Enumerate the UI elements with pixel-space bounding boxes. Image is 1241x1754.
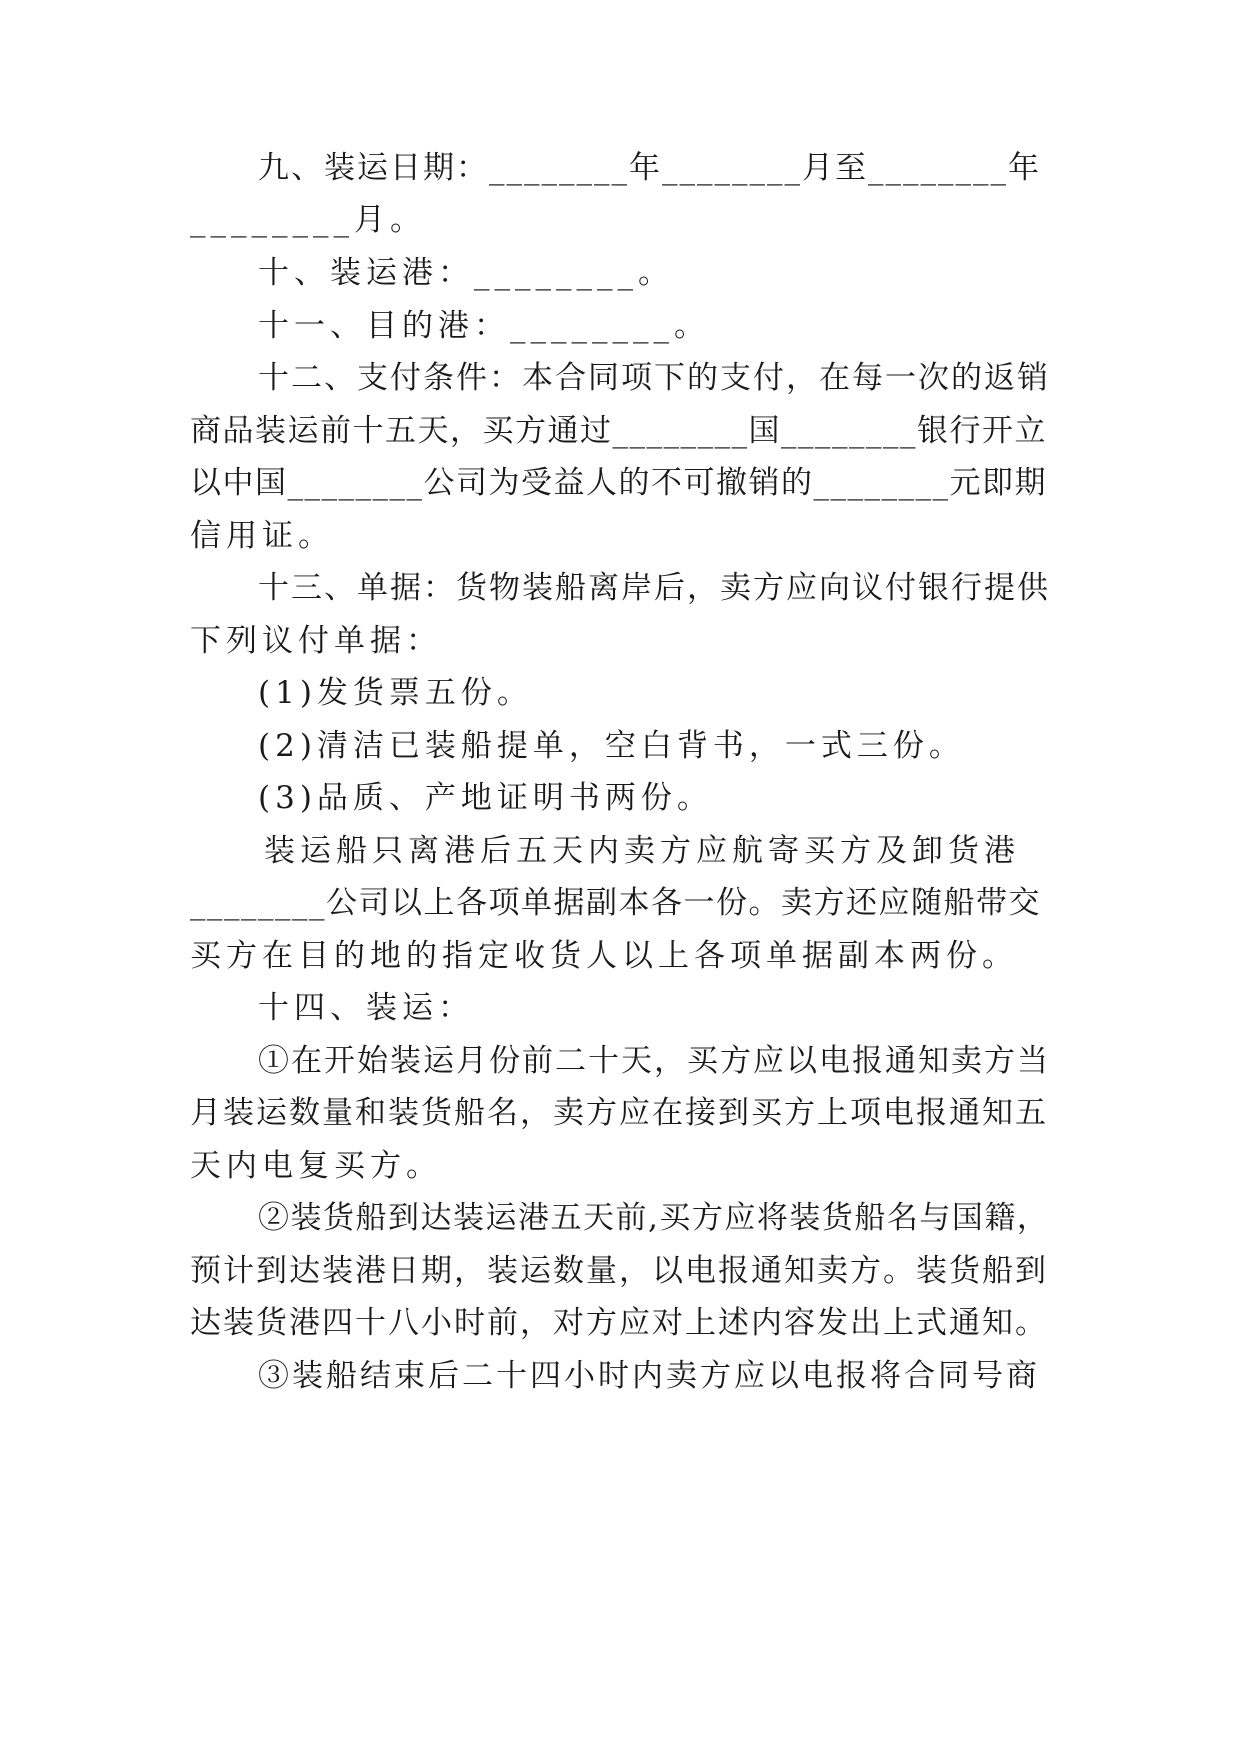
paragraph-line: 商品装运前十五天，买方通过________国________银行开立	[190, 413, 1047, 449]
paragraph-line: 九、装运日期：________年________月至________年	[258, 150, 1041, 186]
list-item: (1)发货票五份。	[258, 675, 533, 711]
paragraph-line: ________公司以上各项单据副本各一份。卖方还应随船带交	[190, 885, 1041, 921]
list-item: (2)清洁已装船提单，空白背书，一式三份。	[258, 728, 965, 764]
paragraph-line: 买方在目的地的指定收货人以上各项单据副本两份。	[190, 938, 1018, 974]
paragraph-line: 装运船只离港后五天内卖方应航寄买方及卸货港	[264, 833, 1020, 869]
paragraph-line: 达装货港四十八小时前，对方应对上述内容发出上式通知。	[190, 1305, 1048, 1341]
paragraph-line: 下列议付单据：	[190, 623, 442, 659]
paragraph-line: 以中国________公司为受益人的不可撤销的________元即期	[190, 465, 1047, 501]
paragraph-line: ②装货船到达装运港五天前,买方应将装货船名与国籍，	[258, 1200, 1050, 1236]
paragraph-line: ③装船结束后二十四小时内卖方应以电报将合同号商	[258, 1358, 1040, 1394]
paragraph-line: 月装运数量和装货船名，卖方应在接到买方上项电报通知五	[190, 1095, 1048, 1131]
section-heading: 十四、装运：	[258, 990, 474, 1026]
paragraph-line: 十二、支付条件：本合同项下的支付，在每一次的返销	[258, 360, 1050, 396]
paragraph-line: ①在开始装运月份前二十天，买方应以电报通知卖方当	[258, 1043, 1050, 1079]
paragraph-line: 信用证。	[190, 518, 334, 554]
paragraph-line: ________月。	[190, 202, 426, 238]
paragraph-line: 天内电复买方。	[190, 1148, 442, 1184]
paragraph-line: 预计到达装港日期，装运数量，以电报通知卖方。装货船到	[190, 1253, 1048, 1289]
paragraph-line: 十、装运港：________。	[258, 255, 674, 291]
paragraph-line: 十三、单据：货物装船离岸后，卖方应向议付银行提供	[258, 570, 1050, 606]
paragraph-line: 十一、目的港：________。	[258, 308, 710, 344]
list-item: (3)品质、产地证明书两份。	[258, 780, 713, 816]
